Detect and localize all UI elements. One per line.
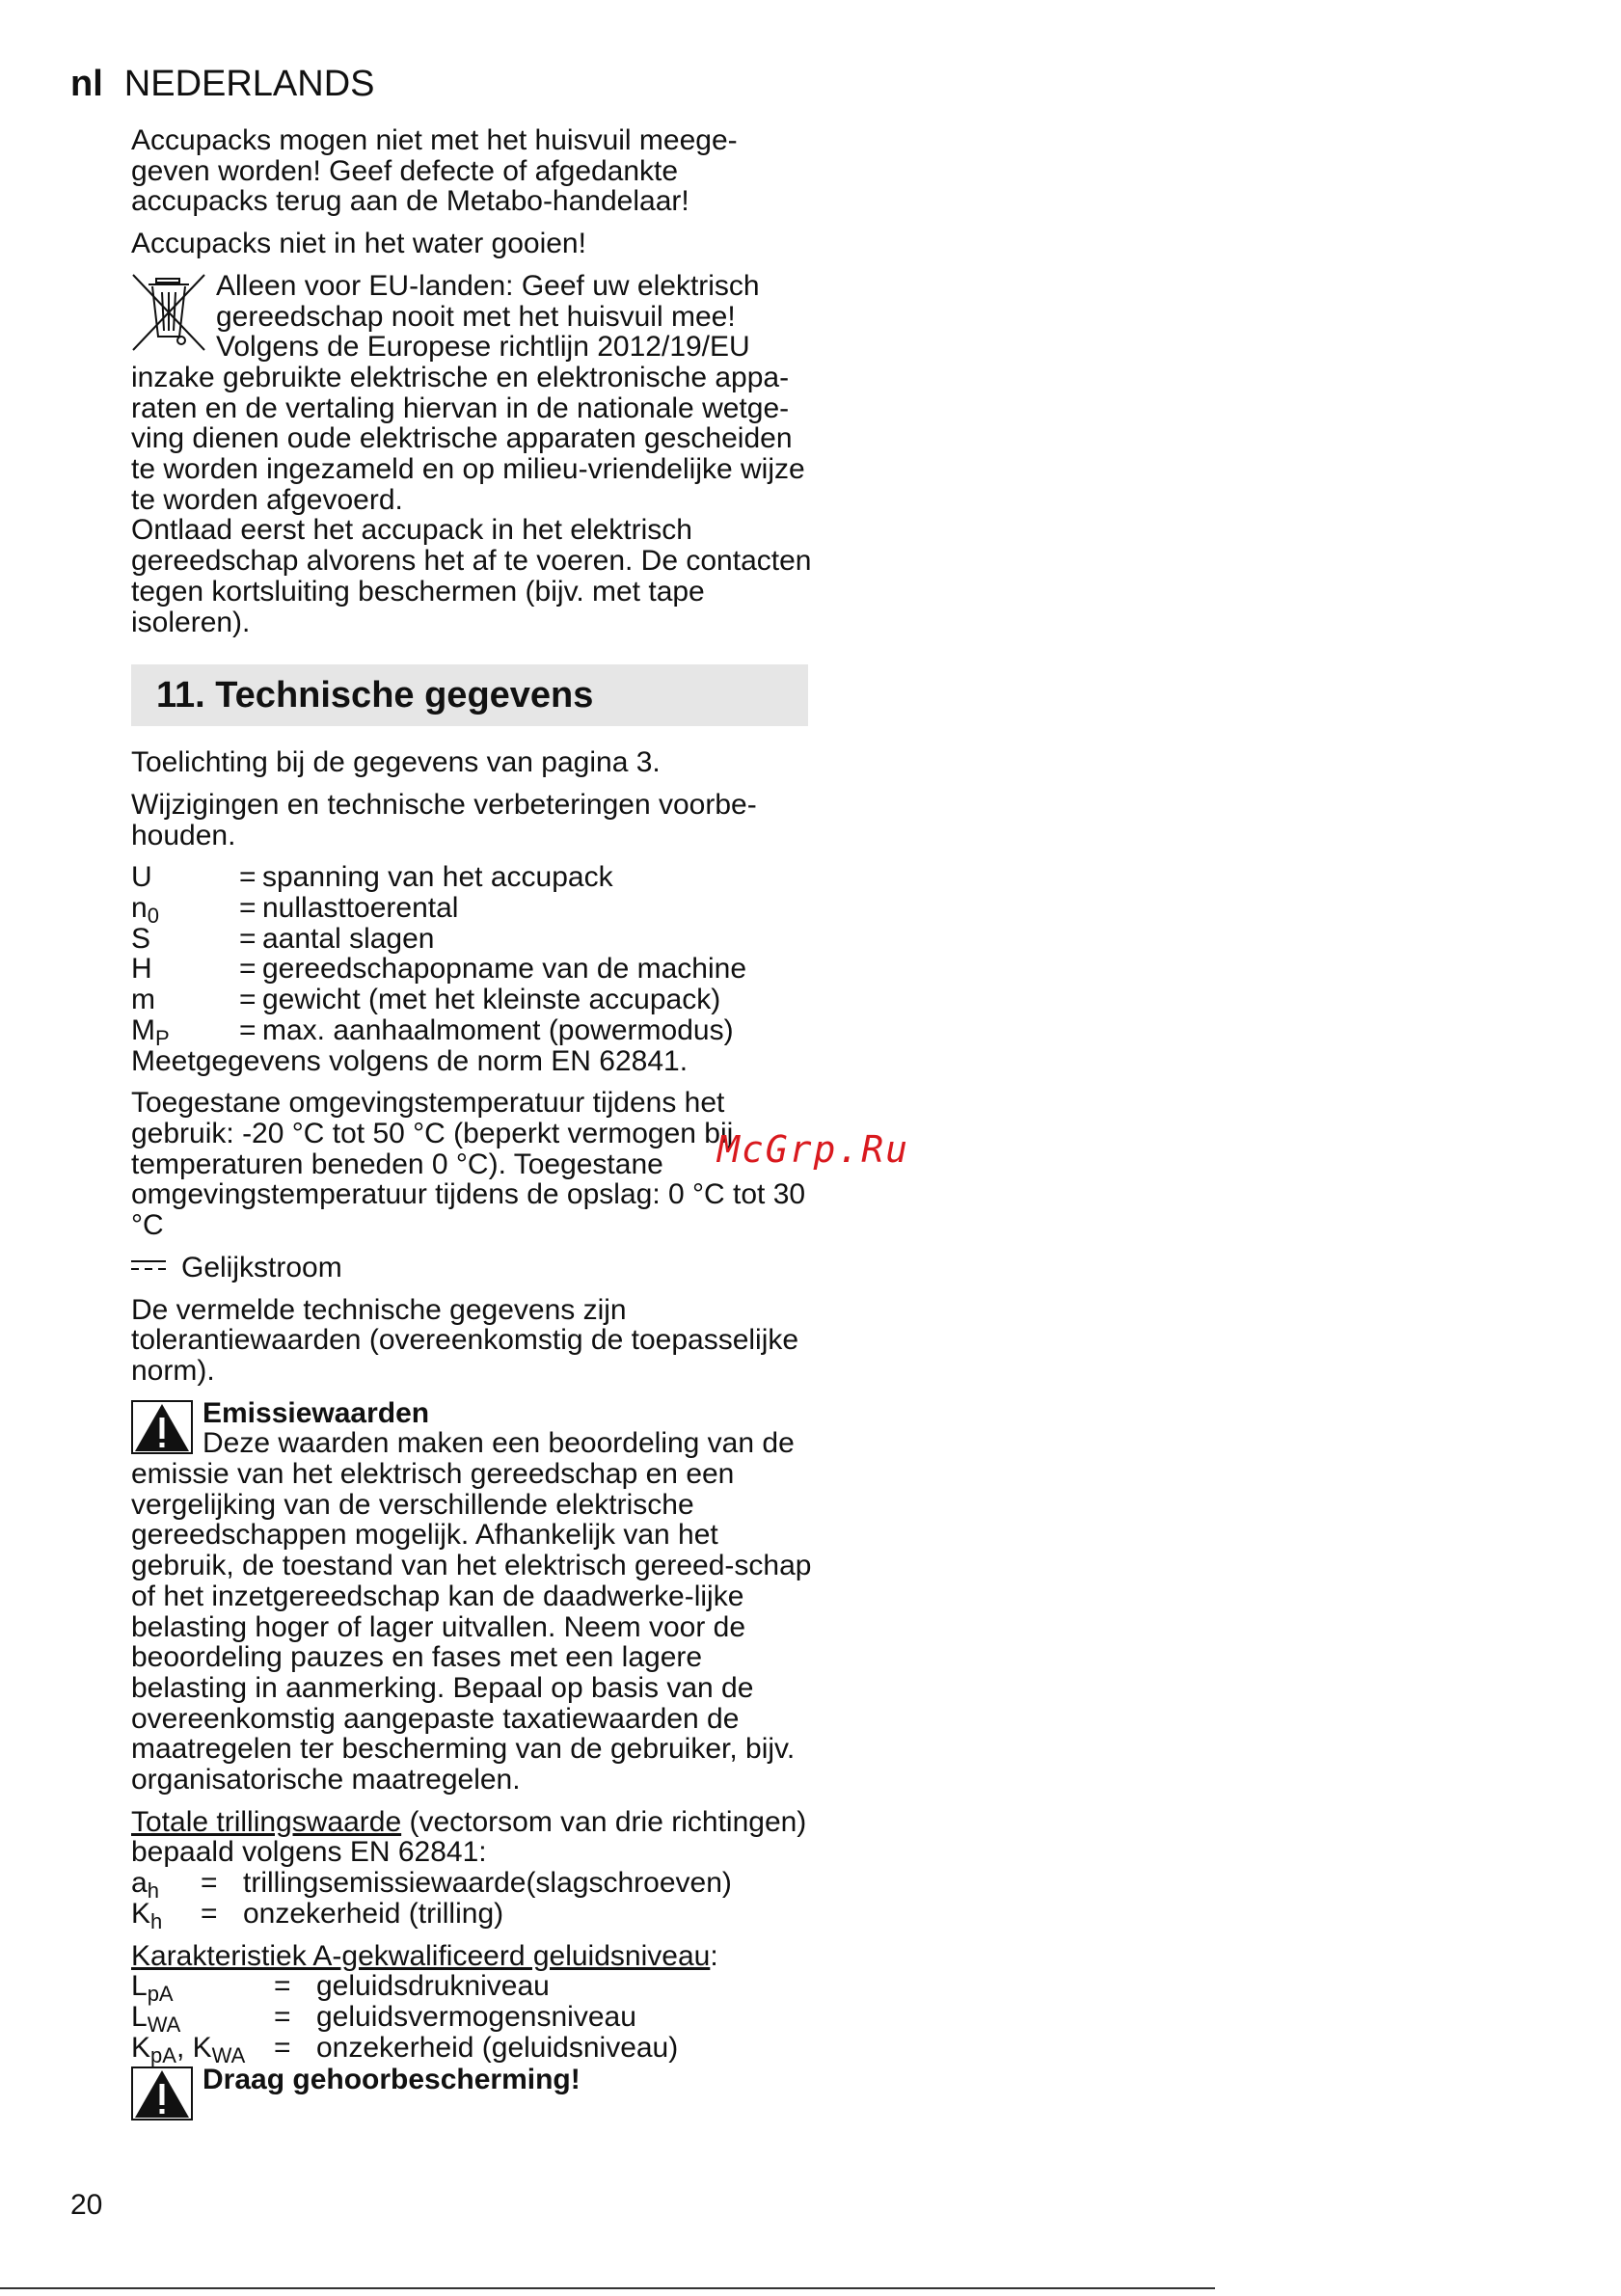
- symbol-row: $M_P$ = max. aanhaalmoment (powermodus): [131, 1013, 734, 1050]
- symbol-row: $n_0$ = nullasttoerental: [131, 892, 459, 929]
- symbol-row: U = spanning van het accupack: [131, 861, 613, 894]
- symbol-row: H = gereedschapopname van de machine: [131, 953, 747, 986]
- language-name: NEDERLANDS: [123, 64, 375, 104]
- noise-row: $L_{WA}$ = geluidsvermogensniveau: [131, 2000, 636, 2037]
- symbol-row: m = gewicht (met het kleinste accupack): [131, 984, 721, 1016]
- crossed-bin-icon: [131, 273, 206, 352]
- warning-icon: [131, 2066, 193, 2120]
- warning-icon: [131, 1400, 193, 1454]
- vibration-row: $K_h$ = onzekerheid (trilling): [131, 1897, 504, 1933]
- eu-disposal-paragraph: Alleen voor EU-landen: Geef uw elektrisch gereedschap nooit met het huisvuil mee! Volgens de Europese richtlijn 2012/19/EU inzake gebruikte elektrische en elektronische appa-raten en de vertaling hiervan in de nationale wetge-ving dienen oude elektrische apparaten gescheiden te worden ingezameld en op milieu-vriendelijke wijze te worden afgevoerd.: [131, 269, 805, 516]
- eu-disposal-block: [131, 271, 816, 637]
- language-header: [70, 62, 375, 106]
- battery-disposal-paragraph: Accupacks mogen niet met het huisvuil meege-geven worden! Geef defecte of afgedankte accupacks terug aan de Metabo-handelaar!: [131, 124, 738, 218]
- vibration-paragraph: Totale trillingswaarde (vectorsom van drie richtingen) bepaald volgens EN 62841:: [131, 1805, 807, 1869]
- changes-paragraph: Wijzigingen en technische verbeteringen voorbe-houden.: [131, 788, 757, 851]
- noise-row: $L_{pA}$ = geluidsdrukniveau: [131, 1970, 550, 2007]
- norm-paragraph: Meetgegevens volgens de norm EN 62841.: [131, 1044, 689, 1077]
- bottom-rule: [0, 2287, 1215, 2289]
- hearing-block: [131, 2065, 816, 2095]
- emission-title: Emissiewaarden: [203, 1396, 430, 1429]
- hearing-protection-text: Draag gehoorbescherming!: [203, 2064, 581, 2096]
- direct-current-icon: [131, 1258, 166, 1272]
- noise-paragraph: Karakteristiek A-gekwalificeerd geluidsniveau:: [131, 1939, 718, 1972]
- symbol-list: [131, 861, 816, 1050]
- page-number: 20: [70, 2189, 103, 2221]
- discharge-paragraph: Ontlaad eerst het accupack in het elektrisch gereedschap alvorens het af te voeren. De contacten tegen kortsluiting beschermen (bijv. met tape isoleren).: [131, 514, 812, 638]
- dc-label: Gelijkstroom: [181, 1251, 342, 1283]
- vibration-list: [131, 1867, 816, 1933]
- battery-water-paragraph: Accupacks niet in het water gooien!: [131, 228, 586, 260]
- explanation-paragraph: Toelichting bij de gegevens van pagina 3.: [131, 746, 661, 779]
- noise-row: $K_{pA}$, $K_{WA}$ = onzekerheid (geluidsniveau): [131, 2031, 679, 2067]
- vibration-title: Totale trillingswaarde: [131, 1805, 402, 1838]
- emission-text: Deze waarden maken een beoordeling van de emissie van het elektrisch gereedschap en een vergelijking van de verschillende elektrische gereedschappen mogelijk. Afhankelijk van het gebruik, de toestand van het elektrisch gereed-schap of het inzetgereedschap kan de daadwerke-lijke belasting hoger of lager uitvallen. Neem voor de beoordeling pauzes en fases met een lagere belasting in aanmerking. Bepaal op basis van de overeenkomstig aangepaste taxatiewaarden de maatregelen ter bescherming van de gebruiker, bijv. organisatorische maatregelen.: [131, 1427, 812, 1796]
- text-column: [131, 125, 816, 2120]
- temperature-paragraph: Toegestane omgevingstemperatuur tijdens het gebruik: -20 °C tot 50 °C (beperkt vermogen bij temperaturen beneden 0 °C). Toegestane omgevingstemperatuur tijdens de opslag: 0 °C tot 30 °C: [131, 1087, 806, 1242]
- tolerance-paragraph: De vermelde technische gegevens zijn tolerantiewaarden (overeenkomstig de toepasselijke norm).: [131, 1293, 799, 1387]
- watermark: McGrp.Ru: [717, 1128, 910, 1171]
- language-code: nl: [70, 64, 103, 104]
- vibration-row: $a_h$ = trillingsemissiewaarde(slagschroeven): [131, 1867, 732, 1904]
- emission-block: [131, 1398, 816, 1796]
- noise-list: [131, 1970, 816, 2067]
- noise-title: Karakteristiek A-gekwalificeerd geluidsniveau: [131, 1939, 711, 1972]
- section-heading: 11. Technische gegevens: [131, 664, 808, 726]
- symbol-row: S = aantal slagen: [131, 922, 435, 955]
- dc-legend: [131, 1253, 816, 1283]
